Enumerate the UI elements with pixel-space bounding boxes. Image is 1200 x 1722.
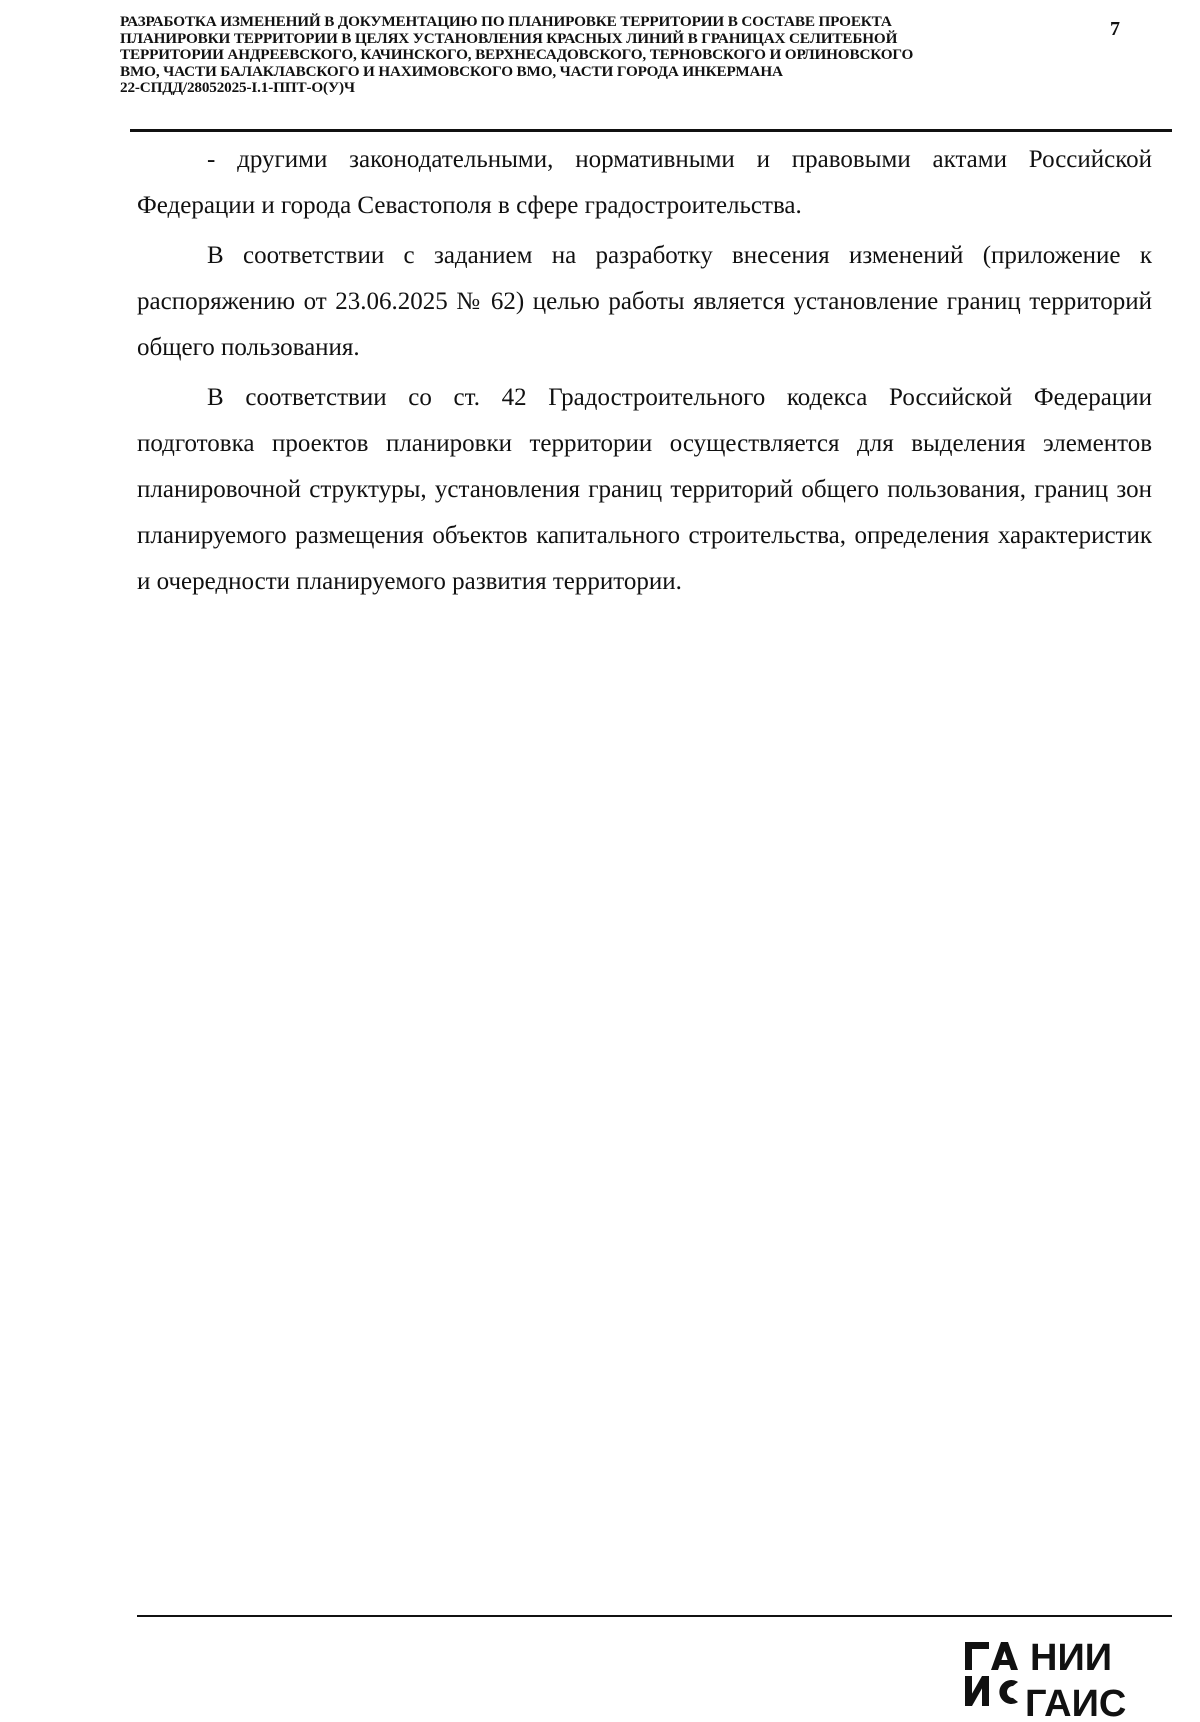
nii-gais-logo-icon	[955, 1632, 1135, 1722]
document-title: РАЗРАБОТКА ИЗМЕНЕНИЙ В ДОКУМЕНТАЦИЮ ПО ПЛАНИРОВКЕ ТЕРРИТОРИИ В СОСТАВЕ ПРОЕКТА ПЛАНИРОВКИ ТЕРРИТОРИИ В ЦЕЛЯХ УСТАНОВЛЕНИЯ КРАСНЫХ ЛИНИЙ В ГРАНИЦАХ СЕЛИТЕБНОЙ ТЕРРИТОРИИ АНДРЕЕВСКОГО, КАЧИНСКОГО, ВЕРХНЕСАДОВСКОГО, ТЕРНОВСКОГО И ОРЛИНОВСКОГО ВМО, ЧАСТИ БАЛАКЛАВСКОГО И НАХИМОВСКОГО ВМО, ЧАСТИ ГОРОДА ИНКЕРМАНА 22-СПДД/28052025-I.1-ППТ-О(У)Ч	[120, 13, 914, 97]
paragraph-legal-acts: - другими законодательными, нормативными и правовыми актами Российской Федерации и города Севастополя в сфере градостроительства.	[137, 146, 1152, 219]
page-header	[120, 14, 1120, 132]
paragraph-urban-code: В соответствии со ст. 42 Градостроительного кодекса Российской Федерации подготовка проектов планировки территории осуществляется для выделения элементов планировочной структуры, установления границ территорий общего пользования, границ зон планируемого размещения объектов капитального строительства, определения характеристик и очередности планируемого развития территории.	[137, 384, 1152, 595]
page-number: 7	[1110, 18, 1120, 40]
logo-text-gais: ГАИС	[1025, 1683, 1127, 1722]
header-divider	[130, 129, 1172, 132]
logo-text-nii: НИИ	[1030, 1637, 1113, 1679]
paragraph-task-assignment: В соответствии с заданием на разработку внесения изменений (приложение к распоряжению от 23.06.2025 № 62) целью работы является установление границ территорий общего пользования.	[137, 242, 1152, 361]
footer-divider	[137, 1615, 1172, 1617]
document-body	[137, 137, 1152, 609]
